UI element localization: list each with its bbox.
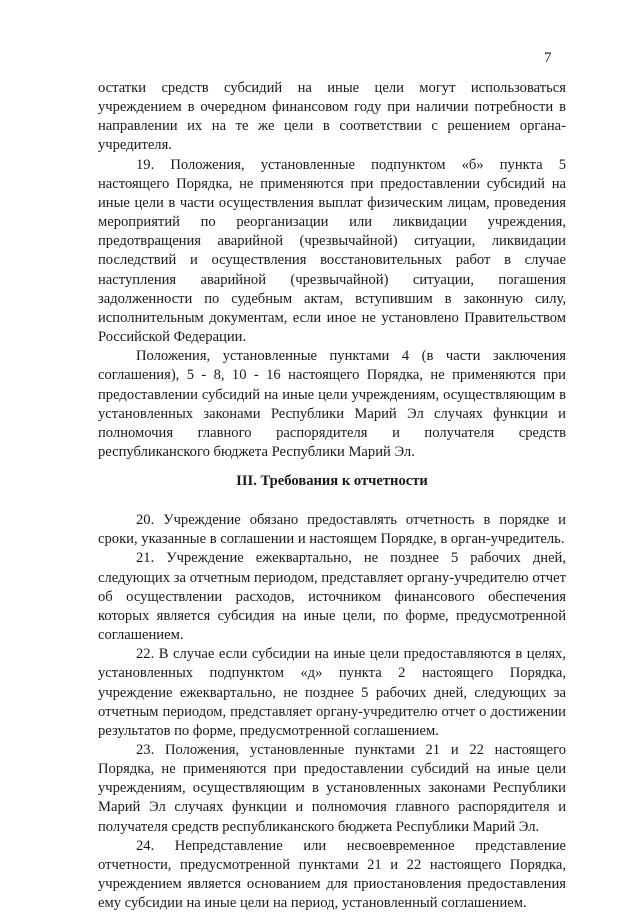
paragraph-19: 19. Положения, установленные подпунктом «б» пункта 5 настоящего Порядка, не применяются при предоставлении субсидий на иные цели в части осуществления выплат физическим лицам, проведения мероприятий по реорганизации или ликвидации учреждения, предотвращения аварийной (чрезвычайной) ситуации, ликвидации последствий и осуществления восстановительных работ в случае наступления аварийной (чрезвычайной) ситуации, погашения задолженности по судебным актам, вступившим в законную силу, исполнительным документам, если иное не установлено Правительством Российской Федерации.	[98, 156, 566, 346]
paragraph-20: 20. Учреждение обязано предоставлять отчетность в порядке и сроки, указанные в соглашении и настоящем Порядке, в орган-учредитель.	[98, 512, 566, 548]
paragraph-24: 24. Непредставление или несвоевременное представление отчетности, предусмотренной пунктами 21 и 22 настоящего Порядка, учреждением является основанием для приостановления предоставления ему субсидии на иные цели на период, установленный соглашением.	[98, 837, 566, 912]
paragraph-21: 21. Учреждение ежеквартально, не позднее 5 рабочих дней, следующих за отчетным периодом, представляет органу-учредителю отчет об осуществлении расходов, источником финансового обеспечения которых является субсидия на иные цели, по форме, предусмотренной соглашением.	[98, 550, 566, 644]
paragraph-22: 22. В случае если субсидии на иные цели предоставляются в целях, установленных подпунктом «д» пункта 2 настоящего Порядка, учреждение ежеквартально, не позднее 5 рабочих дней, следующих за отчетным периодом, представляет органу-учредителю отчет о достижении результатов по форме, предусмотренной соглашением.	[98, 646, 566, 739]
section-heading: III. Требования к отчетности	[236, 473, 428, 490]
document-body	[98, 79, 566, 913]
paragraph-19-provisions: Положения, установленные пунктами 4 (в части заключения соглашения), 5 - 8, 10 - 16 настоящего Порядка, не применяются при предоставлении субсидий на иные цели учреждениям, осуществляющим в установленных законами Республики Марий Эл случаях функции и полномочия главного распорядителя и получателя средств республиканского бюджета Республики Марий Эл.	[98, 348, 566, 460]
paragraph-continuation: остатки средств субсидий на иные цели могут использоваться учреждением в очередном финансовом году при наличии потребности в направлении их на те же цели в соответствии с решением органа-учредителя.	[98, 80, 566, 154]
page-number: 7	[544, 50, 552, 66]
paragraph-23: 23. Положения, установленные пунктами 21 и 22 настоящего Порядка, не применяются при предоставлении субсидий на иные цели учреждениям, осуществляющим в установленных законами Республики Марий Эл случаях функции и полномочия главного распорядителя и получателя средств республиканского бюджета Республики Марий Эл.	[98, 742, 566, 835]
